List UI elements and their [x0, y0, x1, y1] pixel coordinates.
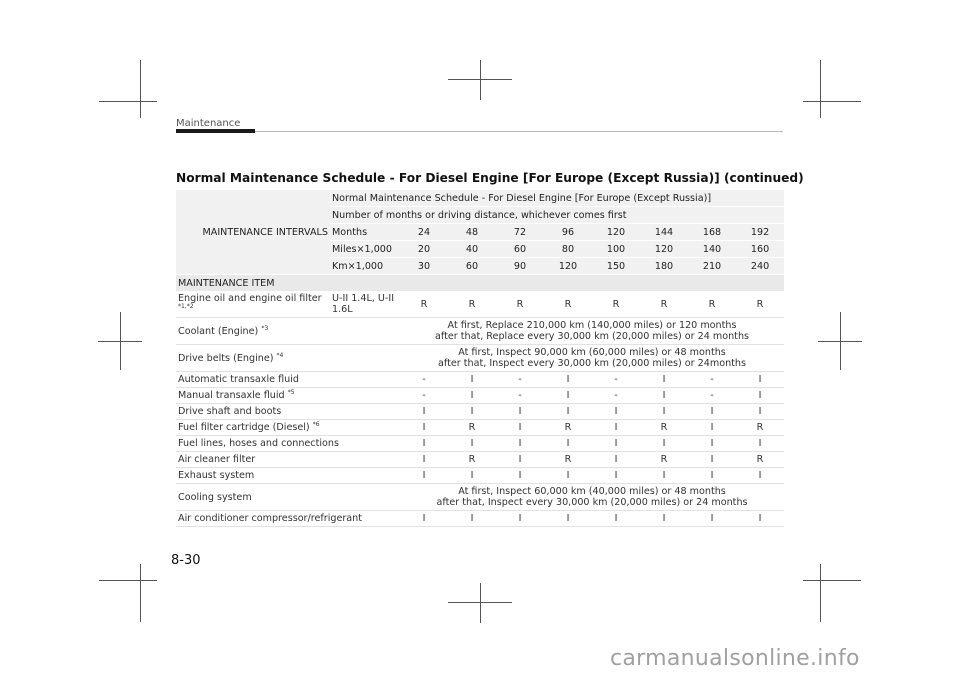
value-cell: I	[496, 452, 544, 468]
value-cell: I	[688, 468, 736, 484]
value-cell: I	[736, 372, 784, 388]
value-cell: I	[592, 436, 640, 452]
interval-cell: 160	[736, 241, 784, 258]
interval-cell: 140	[688, 241, 736, 258]
interval-cell: 144	[640, 224, 688, 241]
value-cell: -	[496, 388, 544, 404]
engine-type: U-II 1.4L, U-II 1.6L	[330, 291, 400, 318]
table-row	[176, 468, 784, 484]
value-cell: I	[544, 404, 592, 420]
value-cell: I	[496, 404, 544, 420]
interval-cell: 120	[592, 224, 640, 241]
item-name-cell	[176, 372, 400, 388]
value-cell: R	[544, 420, 592, 436]
item-name: Drive belts (Engine)	[178, 352, 274, 364]
value-cell: I	[640, 468, 688, 484]
interval-cell: 60	[448, 258, 496, 275]
item-name: Fuel lines, hoses and connections	[178, 438, 339, 449]
value-cell: -	[400, 372, 448, 388]
value-cell: I	[544, 388, 592, 404]
span-note-line: At first, Inspect 90,000 km (60,000 miles) or 48 months	[458, 347, 726, 358]
item-note: *5	[287, 389, 295, 396]
item-name-cell	[176, 420, 400, 436]
item-name: Exhaust system	[178, 470, 255, 481]
schedule-subheader: Number of months or driving distance, whichever comes first	[330, 207, 784, 224]
span-note-line: At first, Inspect 60,000 km (40,000 miles) or 48 months	[458, 486, 726, 497]
item-name: Coolant (Engine)	[178, 325, 259, 337]
value-cell: I	[400, 404, 448, 420]
value-cell: I	[592, 404, 640, 420]
value-cell: I	[496, 511, 544, 527]
value-cell: I	[448, 468, 496, 484]
table-row	[176, 511, 784, 527]
value-cell: I	[688, 436, 736, 452]
value-cell: R	[640, 291, 688, 318]
item-name: Air conditioner compressor/refrigerant	[178, 513, 363, 524]
value-cell: I	[496, 420, 544, 436]
item-name: Automatic transaxle fluid	[178, 374, 299, 385]
item-name-cell	[176, 468, 400, 484]
value-cell: I	[736, 436, 784, 452]
item-note: *4	[276, 351, 284, 359]
value-cell: R	[544, 291, 592, 318]
interval-cell: 80	[544, 241, 592, 258]
value-cell: R	[544, 452, 592, 468]
value-cell: I	[592, 420, 640, 436]
value-cell: I	[640, 436, 688, 452]
value-cell: I	[640, 511, 688, 527]
table-row	[176, 436, 784, 452]
interval-cell: 30	[400, 258, 448, 275]
table-row	[176, 452, 784, 468]
value-cell: I	[640, 372, 688, 388]
miles-label: Miles×1,000	[330, 241, 400, 258]
table-row	[176, 318, 784, 345]
value-cell: I	[640, 388, 688, 404]
value-cell: I	[736, 511, 784, 527]
value-cell: I	[592, 511, 640, 527]
value-cell: I	[496, 436, 544, 452]
span-note-line: after that, Replace every 30,000 km (20,000 miles) or 24 months	[434, 331, 750, 342]
value-cell: -	[496, 372, 544, 388]
item-name: Drive shaft and boots	[178, 406, 282, 417]
value-cell: I	[592, 468, 640, 484]
item-name: Engine oil and engine oil filter	[178, 293, 322, 304]
value-cell: I	[736, 404, 784, 420]
interval-cell: 180	[640, 258, 688, 275]
interval-cell: 90	[496, 258, 544, 275]
span-note-cell	[400, 484, 784, 511]
span-note-cell	[400, 318, 784, 345]
item-note: *6	[312, 421, 320, 428]
interval-cell: 150	[592, 258, 640, 275]
intervals-label: MAINTENANCE INTERVALS	[176, 190, 330, 275]
item-name-cell	[176, 388, 400, 404]
maintenance-schedule-table	[176, 190, 784, 527]
item-name-cell	[176, 318, 400, 345]
interval-cell: 210	[688, 258, 736, 275]
value-cell: I	[448, 388, 496, 404]
item-name: Cooling system	[178, 491, 252, 503]
item-name-cell	[176, 452, 400, 468]
value-cell: I	[400, 468, 448, 484]
value-cell: R	[688, 291, 736, 318]
page-number: 8-30	[171, 553, 201, 568]
item-note: *3	[261, 324, 269, 332]
item-name-cell	[176, 511, 400, 527]
item-name: Manual transaxle fluid	[178, 390, 285, 401]
page-title: Normal Maintenance Schedule - For Diesel Engine [For Europe (Except Russia)] (continued)	[176, 171, 804, 185]
watermark: carmanualsonline.info	[610, 646, 860, 671]
value-cell: I	[448, 436, 496, 452]
value-cell: I	[736, 468, 784, 484]
interval-cell: 20	[400, 241, 448, 258]
value-cell: R	[400, 291, 448, 318]
table-row	[176, 345, 784, 372]
value-cell: I	[544, 436, 592, 452]
value-cell: R	[448, 291, 496, 318]
span-note-line: after that, Inspect every 30,000 km (20,000 miles) or 24 months	[436, 497, 748, 508]
value-cell: I	[544, 511, 592, 527]
km-label: Km×1,000	[330, 258, 400, 275]
span-note-cell	[400, 345, 784, 372]
value-cell: I	[736, 388, 784, 404]
interval-cell: 120	[544, 258, 592, 275]
item-name-cell	[176, 404, 400, 420]
value-cell: I	[688, 404, 736, 420]
value-cell: R	[448, 452, 496, 468]
maintenance-item-header: MAINTENANCE ITEM	[176, 275, 784, 292]
interval-cell: 72	[496, 224, 544, 241]
item-name: Fuel filter cartridge (Diesel)	[178, 422, 310, 433]
span-note-line: after that, Inspect every 30,000 km (20,000 miles) or 24months	[438, 358, 746, 369]
value-cell: I	[496, 468, 544, 484]
value-cell: R	[736, 452, 784, 468]
value-cell: R	[592, 291, 640, 318]
value-cell: R	[448, 420, 496, 436]
span-note-line: At first, Replace 210,000 km (140,000 miles) or 120 months	[447, 320, 737, 331]
value-cell: I	[448, 511, 496, 527]
value-cell: I	[400, 452, 448, 468]
value-cell: I	[544, 468, 592, 484]
interval-cell: 40	[448, 241, 496, 258]
table-row	[176, 404, 784, 420]
value-cell: I	[688, 420, 736, 436]
table-row	[176, 420, 784, 436]
interval-cell: 100	[592, 241, 640, 258]
item-name-cell	[176, 345, 400, 372]
value-cell: -	[592, 388, 640, 404]
interval-cell: 48	[448, 224, 496, 241]
table-row	[176, 372, 784, 388]
table-row	[176, 484, 784, 511]
item-name: Air cleaner filter	[178, 454, 256, 465]
interval-cell: 240	[736, 258, 784, 275]
value-cell: I	[592, 452, 640, 468]
value-cell: -	[688, 388, 736, 404]
section-bar	[176, 129, 255, 133]
item-name-cell	[176, 436, 400, 452]
value-cell: I	[544, 372, 592, 388]
value-cell: -	[400, 388, 448, 404]
value-cell: -	[592, 372, 640, 388]
value-cell: R	[640, 452, 688, 468]
section-label: Maintenance	[176, 118, 241, 129]
value-cell: I	[448, 404, 496, 420]
interval-cell: 60	[496, 241, 544, 258]
item-name-cell	[176, 484, 400, 511]
value-cell: -	[688, 372, 736, 388]
value-cell: I	[400, 436, 448, 452]
value-cell: I	[448, 372, 496, 388]
value-cell: I	[688, 511, 736, 527]
interval-cell: 168	[688, 224, 736, 241]
value-cell: R	[736, 291, 784, 318]
item-name-cell	[176, 291, 330, 318]
value-cell: I	[400, 420, 448, 436]
interval-cell: 24	[400, 224, 448, 241]
value-cell: R	[640, 420, 688, 436]
table-row	[176, 291, 784, 318]
interval-cell: 192	[736, 224, 784, 241]
item-note: *1,*2	[178, 303, 194, 310]
value-cell: I	[688, 452, 736, 468]
table-row	[176, 388, 784, 404]
value-cell: R	[496, 291, 544, 318]
value-cell: R	[736, 420, 784, 436]
months-label: Months	[330, 224, 400, 241]
interval-cell: 120	[640, 241, 688, 258]
value-cell: I	[640, 404, 688, 420]
section-rule	[255, 131, 783, 132]
schedule-header: Normal Maintenance Schedule - For Diesel Engine [For Europe (Except Russia)]	[330, 190, 784, 207]
value-cell: I	[400, 511, 448, 527]
interval-cell: 96	[544, 224, 592, 241]
